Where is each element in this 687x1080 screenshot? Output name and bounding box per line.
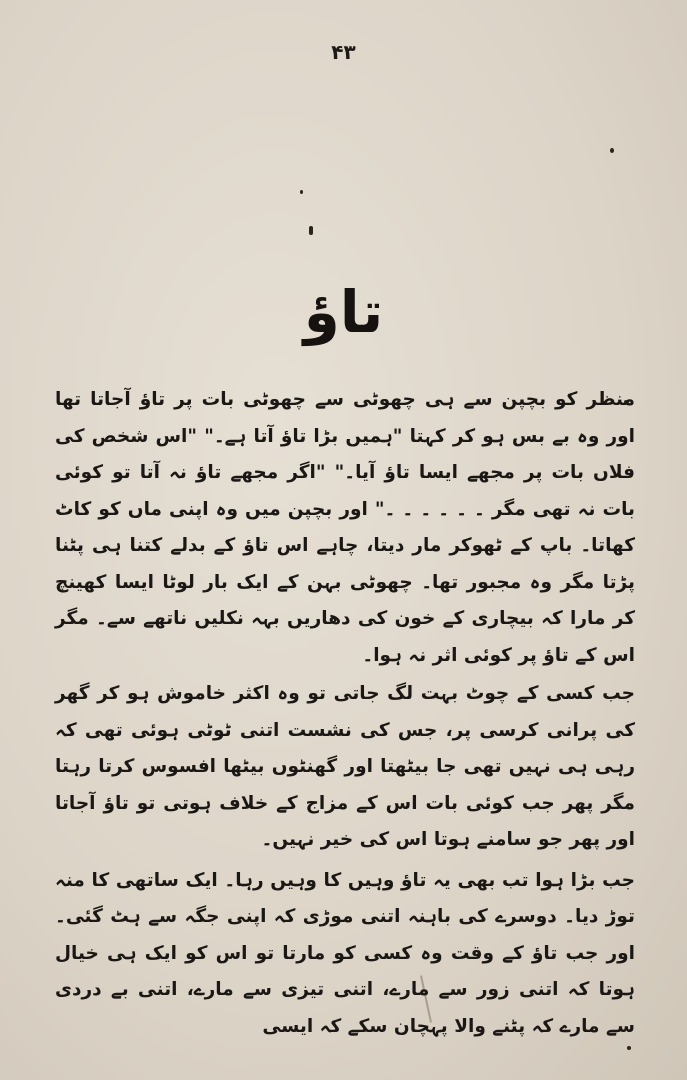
text-line: تاؤ آجاتا اور پھر جو سامنے ہوتا اس کی خیر نہیں۔ — [55, 792, 635, 850]
paragraph — [55, 863, 635, 1046]
ink-speck — [627, 1046, 631, 1050]
text-line: کہتا "ہمیں بڑا تاؤ آتا ہے۔" "اس شخص کی فلاں بات پر مجھے ایسا تاؤ آیا۔" "اگر مجھے — [55, 425, 635, 483]
ink-speck — [610, 148, 614, 153]
ink-speck — [300, 190, 303, 194]
text-line: سے مارے، اتنی بے دردی سے مارے کہ پٹنے والا پہچان سکے کہ ایسی — [55, 979, 635, 1037]
text-line: وہ کسی کو مارتا تو اس کو ایک ہی خیال ہوتا کہ اتنی زور سے مارے، اتنی تیزی — [55, 942, 635, 1000]
ink-speck — [309, 226, 313, 235]
text-line: دوسرے کی باہنہ اتنی موڑی کہ اپنی جگہ سے ہٹ گئی۔ اور جب تاؤ کے وقت — [55, 906, 635, 964]
text-line: باپ کے ٹھوکر مار دیتا، چاہے اس تاؤ کے بدلے کتنا ہی پٹنا پڑتا مگر وہ مجبور تھا۔ — [55, 535, 635, 593]
text-line: چھوٹی بہن کے ایک بار لوٹا ایسا کھینچ کر مارا کہ بیچاری کے خون کی دھاریں بہہ — [55, 571, 635, 629]
page-number: ۴۳ — [331, 40, 356, 64]
text-line: منظر کو بچپن سے ہی چھوٹی سے چھوٹی بات پر تاؤ آجاتا تھا اور وہ بے بس ہو کر — [55, 389, 635, 447]
text-line: پر، جس کی نشست اتنی ٹوٹی ہوئی تھی کہ رہی ہی نہیں تھی جا بیٹھتا اور گھنٹوں — [55, 719, 635, 777]
paragraph — [55, 676, 635, 859]
paragraph — [55, 382, 635, 674]
text-line: تاؤ نہ آتا تو کوئی بات نہ تھی مگر ۔ ۔ ۔ ۔ ۔ ۔" اور بچپن میں وہ اپنی ماں کو کاٹ کھاتا۔ — [55, 462, 635, 556]
text-line: جب کسی کے چوٹ بہت لگ جاتی تو وہ اکثر خاموش ہو کر گھر کی پرانی کرسی — [55, 683, 635, 741]
text-line: نکلیں ناتھے سے۔ مگر اس کے تاؤ پر کوئی اثر نہ ہوا۔ — [55, 608, 635, 666]
chapter-title: تاؤ — [303, 278, 384, 346]
body-text — [55, 382, 635, 1045]
text-line: جب بڑا ہوا تب بھی یہ تاؤ وہیں کا وہیں رہا۔ ایک ساتھی کا منہ توڑ دیا۔ — [55, 869, 635, 927]
text-line: بیٹھا افسوس کرتا رہتا مگر پھر جب کوئی بات اس کے مزاج کے خلاف ہوتی تو — [55, 756, 635, 814]
